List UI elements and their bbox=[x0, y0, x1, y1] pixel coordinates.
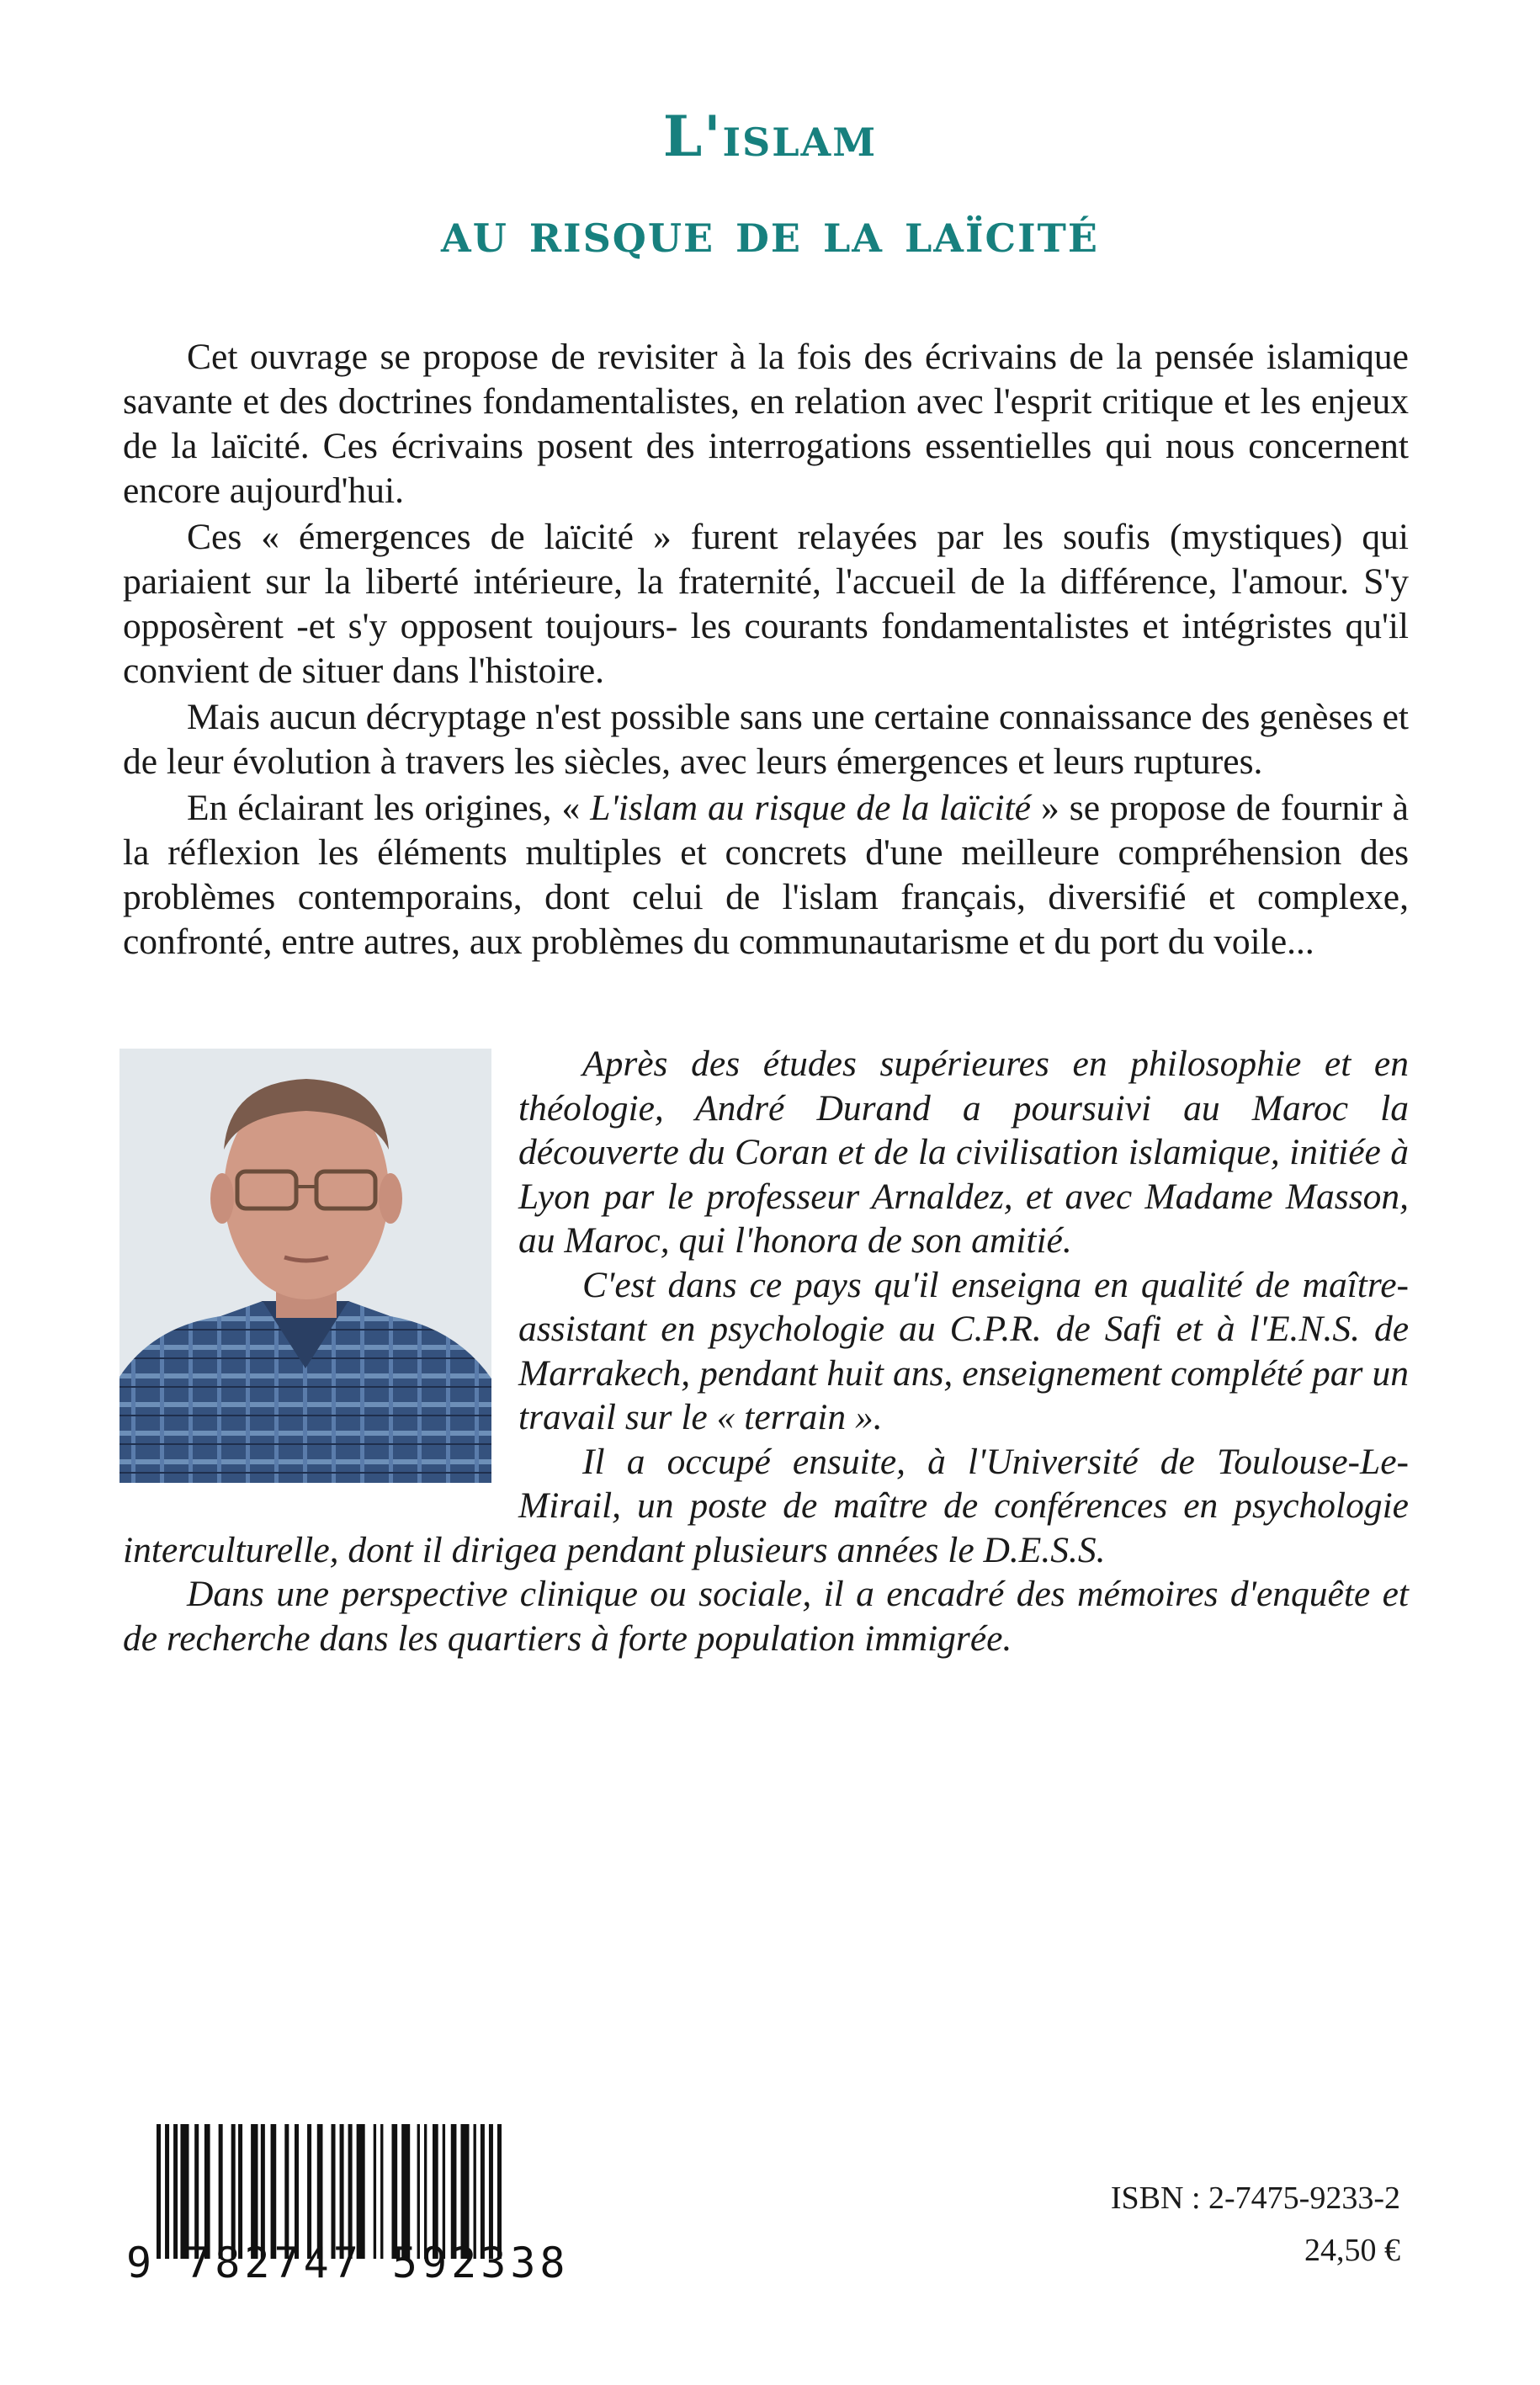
summary-paragraph: Mais aucun décryptage n'est possible sans une certaine connaissance des genèses et de leur évolution à travers les siècles, avec leurs émergences et leurs ruptures. bbox=[123, 697, 1409, 782]
price: 24,50 € bbox=[1304, 2233, 1400, 2268]
book-summary bbox=[123, 335, 1409, 966]
book-title-line-2: au risque de la laïcité bbox=[441, 199, 1099, 265]
bio-paragraph: C'est dans ce pays qu'il enseigna en qualité de maître-assistant en psychologie au C.P.R. de Safi et à l'E.N.S. de Marrakech, pendant huit ans, enseignement complété par un travail sur le « terrain ». bbox=[518, 1264, 1409, 1437]
barcode-digits: 9 782747 592338 bbox=[126, 2239, 570, 2287]
book-title bbox=[0, 101, 1540, 268]
book-title-reference: L'islam au risque de la laïcité bbox=[590, 788, 1031, 828]
summary-text: En éclairant les origines, « bbox=[187, 788, 591, 828]
bio-paragraph: Dans une perspective clinique ou sociale, il a encadré des mémoires d'enquête et de recherche dans les quartiers à forte population immigrée. bbox=[123, 1574, 1409, 1659]
summary-text: » se propose de fournir à la réflexion les éléments multiples et concrets d'une meilleure compréhension des problèmes contemporains, dont celui de l'islam français, diversifié et complexe, confronté, entre autres, aux problèmes du communautarisme et du port du voile... bbox=[123, 788, 1409, 962]
summary-paragraph: Cet ouvrage se propose de revisiter à la fois des écrivains de la pensée islamique savante et des doctrines fondamentalistes, en relation avec l'esprit critique et les enjeux de la laïcité. Ces écrivains posent des interrogations essentielles qui nous concernent encore aujourd'hui. bbox=[123, 337, 1409, 511]
summary-paragraph: Ces « émergences de laïcité » furent relayées par les soufis (mystiques) qui pariaient sur la liberté intérieure, la fraternité, l'accueil de la différence, l'amour. S'y opposèrent -et s'y opposent toujours- les courants fondamentalistes et intégristes qu'il convient de situer dans l'histoire. bbox=[123, 517, 1409, 691]
isbn: ISBN : 2-7475-9233-2 bbox=[1110, 2180, 1400, 2216]
summary-paragraph bbox=[123, 786, 1409, 964]
author-biography bbox=[123, 1042, 1409, 1660]
photo-spacer bbox=[123, 1042, 518, 1490]
bio-paragraph: Après des études supérieures en philosophie et en théologie, André Durand a poursuivi au Maroc la découverte du Coran et de la civilisation islamique, initiée à Lyon par le professeur Arnaldez, et avec Madame Masson, au Maroc, qui l'honora de son amitié. bbox=[518, 1044, 1409, 1261]
bio-paragraph: Il a occupé ensuite, à l'Université de Toulouse-Le-Mirail, un poste de maître de conférences en psychologie interculturelle, dont il dirigea pendant plusieurs années le D.E.S.S. bbox=[123, 1441, 1409, 1570]
book-title-line-1: L'islam bbox=[662, 104, 878, 169]
